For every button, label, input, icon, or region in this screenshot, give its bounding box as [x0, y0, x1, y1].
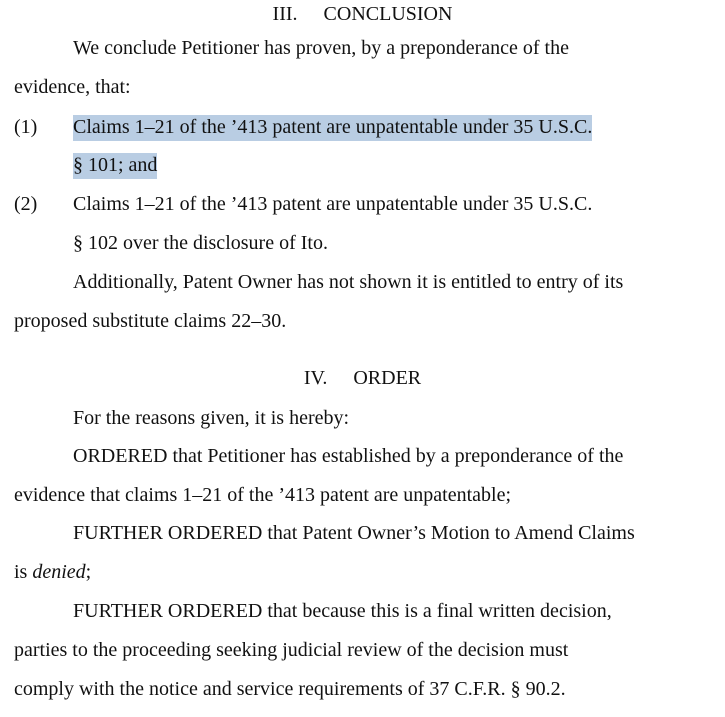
- order-heading-title: ORDER: [353, 367, 422, 389]
- order-text: ;: [85, 561, 92, 583]
- additional-paragraph-line2: proposed substitute claims 22–30.: [14, 310, 287, 332]
- conclusion-heading-title: CONCLUSION: [323, 3, 453, 25]
- list-item-marker: (2): [14, 193, 38, 215]
- order-heading: [0, 365, 725, 391]
- order-paragraph-line: evidence that claims 1–21 of the ’413 patent are unpatentable;: [14, 484, 512, 506]
- conclusion-intro-line2: evidence, that:: [14, 76, 131, 98]
- order-paragraph-line: parties to the proceeding seeking judicial review of the decision must: [14, 639, 569, 661]
- order-paragraph-line: FURTHER ORDERED that because this is a final written decision,: [73, 600, 612, 622]
- list-item-text-line2[interactable]: [73, 152, 157, 178]
- order-intro: For the reasons given, it is hereby:: [73, 407, 350, 429]
- order-paragraph-line: FURTHER ORDERED that Patent Owner’s Motion to Amend Claims: [73, 522, 635, 544]
- list-item-text-line1: Claims 1–21 of the ’413 patent are unpatentable under 35 U.S.C.: [73, 193, 593, 215]
- list-item-text-line1[interactable]: [73, 114, 592, 140]
- order-paragraph-line: ORDERED that Petitioner has established by a preponderance of the: [73, 445, 624, 467]
- list-item-marker: (1): [14, 116, 38, 138]
- order-heading-number: IV.: [303, 367, 328, 389]
- order-paragraph-line: comply with the notice and service requirements of 37 C.F.R. § 90.2.: [14, 678, 566, 700]
- order-emphasis: denied: [32, 561, 86, 583]
- conclusion-heading: [0, 1, 725, 27]
- selected-text[interactable]: Claims 1–21 of the ’413 patent are unpatentable under 35 U.S.C.: [73, 115, 592, 141]
- conclusion-heading-number: III.: [272, 3, 298, 25]
- order-text: is: [14, 561, 33, 583]
- selected-text[interactable]: § 101; and: [73, 153, 157, 179]
- additional-paragraph-line1: Additionally, Patent Owner has not shown it is entitled to entry of its: [73, 271, 624, 293]
- list-item-text-line2: § 102 over the disclosure of Ito.: [73, 232, 328, 254]
- conclusion-intro-line1: We conclude Petitioner has proven, by a preponderance of the: [73, 37, 569, 59]
- order-paragraph-line: [14, 559, 91, 585]
